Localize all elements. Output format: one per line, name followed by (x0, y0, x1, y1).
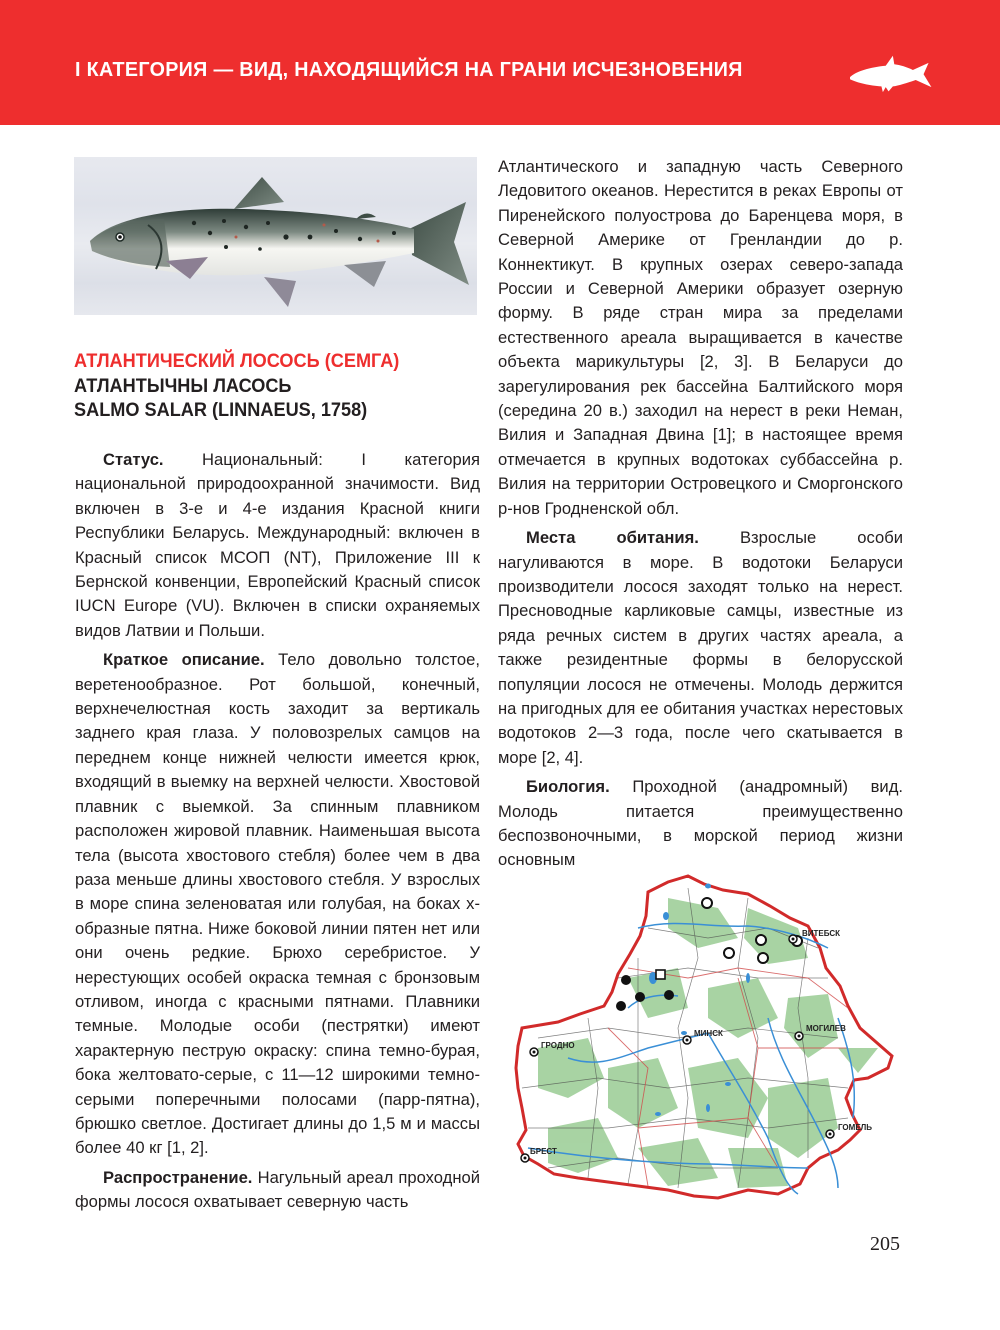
belarus-map (508, 868, 904, 1213)
biology-text: Проходной (анадромный) вид. Молодь питается преимущественно беспозвоночными, в морской период жизни основным (498, 777, 903, 870)
city-label-minsk: МИНСК (694, 1029, 723, 1038)
biology-heading: Биология. (526, 777, 610, 797)
habitat-paragraph (498, 526, 903, 770)
right-text-column (498, 155, 903, 878)
distribution-text-start: Нагульный ареал проходной формы лосося охватывает северную часть (75, 1167, 480, 1212)
city-label-gomel: ГОМЕЛЬ (838, 1123, 873, 1132)
salmon-illustration (74, 157, 477, 315)
square-marker (656, 970, 665, 979)
species-name-belarusian: АТЛАНТЫЧНЫ ЛАСОСЬ (74, 374, 292, 397)
distribution-map (508, 868, 904, 1213)
city-label-vitebsk: ВИТЕБСК (802, 929, 841, 938)
city-label-brest: БРЕСТ (530, 1147, 557, 1156)
category-banner (0, 0, 1000, 125)
description-paragraph (75, 648, 480, 1161)
status-heading: Статус. (103, 450, 164, 469)
biology-paragraph (498, 775, 903, 873)
species-name-latin: SALMO SALAR (LINNAEUS, 1758) (74, 399, 368, 421)
category-title: I КАТЕГОРИЯ — ВИД, НАХОДЯЩИЙСЯ НА ГРАНИ ИСЧЕЗНОВЕНИЯ (75, 58, 743, 81)
distribution-continuation: Атлантического и западную часть Северного Ледовитого океанов. Нерестится в реках Европы от Пиренейского полуострова до Баренцева моря, в Северной Америке от Гренландии до р. Коннектикут. В крупных озерах северо-запада России и Северной Америки образует озерную форму. В ряде стран мира за пределами естественного ареала выращивается в качестве объекта марикультуры [2, 3]. В Беларуси до зарегулирования рек бассейна Балтийского моря (середина 20 в.) заходил на нерест в реки Неман, Вилия и Западная Двина [1]; в настоящее время отмечается в крупных водотоках суббассейна р. Вилия на территории Островецкого и Сморгонского р-нов Гродненской обл. (498, 157, 903, 518)
description-heading: Краткое описание. (103, 650, 265, 670)
status-paragraph (75, 448, 480, 643)
city-label-grodno: ГРОДНО (541, 1041, 575, 1050)
description-text: Тело довольно толстое, веретенообразное. Рот большой, конечный, верхнечелюстная кость заходит за вертикаль заднего края глаза. У половозрелых самцов на переднем конце нижней челюсти имеется крюк, входящий в выемку на верхней челюсти. Хвостовой плавник с выемкой. За спинным плавником расположен жировой плавник. Наименьшая высота тела (высота хвостового стебля) более чем в два раза меньше длины хвостового стебля. У взрослых в море спина зеленоватая или голубая, на боках х-образные пятна. Ниже боковой линии пятен нет или они очень редкие. Брюхо серебристое. У нерестующих особей окраска темная с бронзовым отливом, иногда с красными пятнами. Плавники темные. Молодые особи (пестрятки) имеют характерную пеструю окраску: спина темно-бурая, бока желтовато-серые, с 11—12 широкими темно-серыми поперечными полосами (парр-пятна), брюшко светлое. Достигает длины до 1,5 м и массы более 40 кг [1, 2]. (75, 650, 480, 1158)
page-number: 205 (870, 1233, 900, 1255)
species-title-block (74, 349, 399, 423)
distribution-paragraph (75, 1166, 480, 1215)
habitat-heading: Места обитания. (526, 528, 699, 548)
salmon-image (74, 157, 477, 315)
habitat-text: Взрослые особи нагуливаются в море. В водотоки Беларуси производители лосося заходят только на нерест. Пресноводные карликовые самцы, известные из ряда речных систем в других частях ареала, а также резидентные формы в белорусской популяции лосося не отмечены. Молодь держится на пригодных для ее обитания участках нерестовых водотоков 2—3 года, после чего скатывается в море [2, 4]. (498, 528, 903, 767)
left-text-column (75, 448, 480, 1220)
fish-silhouette-icon (835, 50, 955, 100)
distribution-heading: Распространение. (103, 1167, 253, 1187)
city-label-mogilev: МОГИЛЕВ (806, 1024, 846, 1033)
species-name-russian: АТЛАНТИЧЕСКИЙ ЛОСОСЬ (СЕМГА) (74, 350, 400, 372)
status-text: Национальный: I категория национальной природоохранной значимости. Вид включен в 3-е и 4-е издания Красной книги Республики Беларусь. Международный: включен в Красный список МСОП (NT), Приложение III к Бернской конвенции, Европейский Красный список IUCN Europe (VU). Включен в списки охраняемых видов Латвии и Польши. (75, 450, 480, 640)
